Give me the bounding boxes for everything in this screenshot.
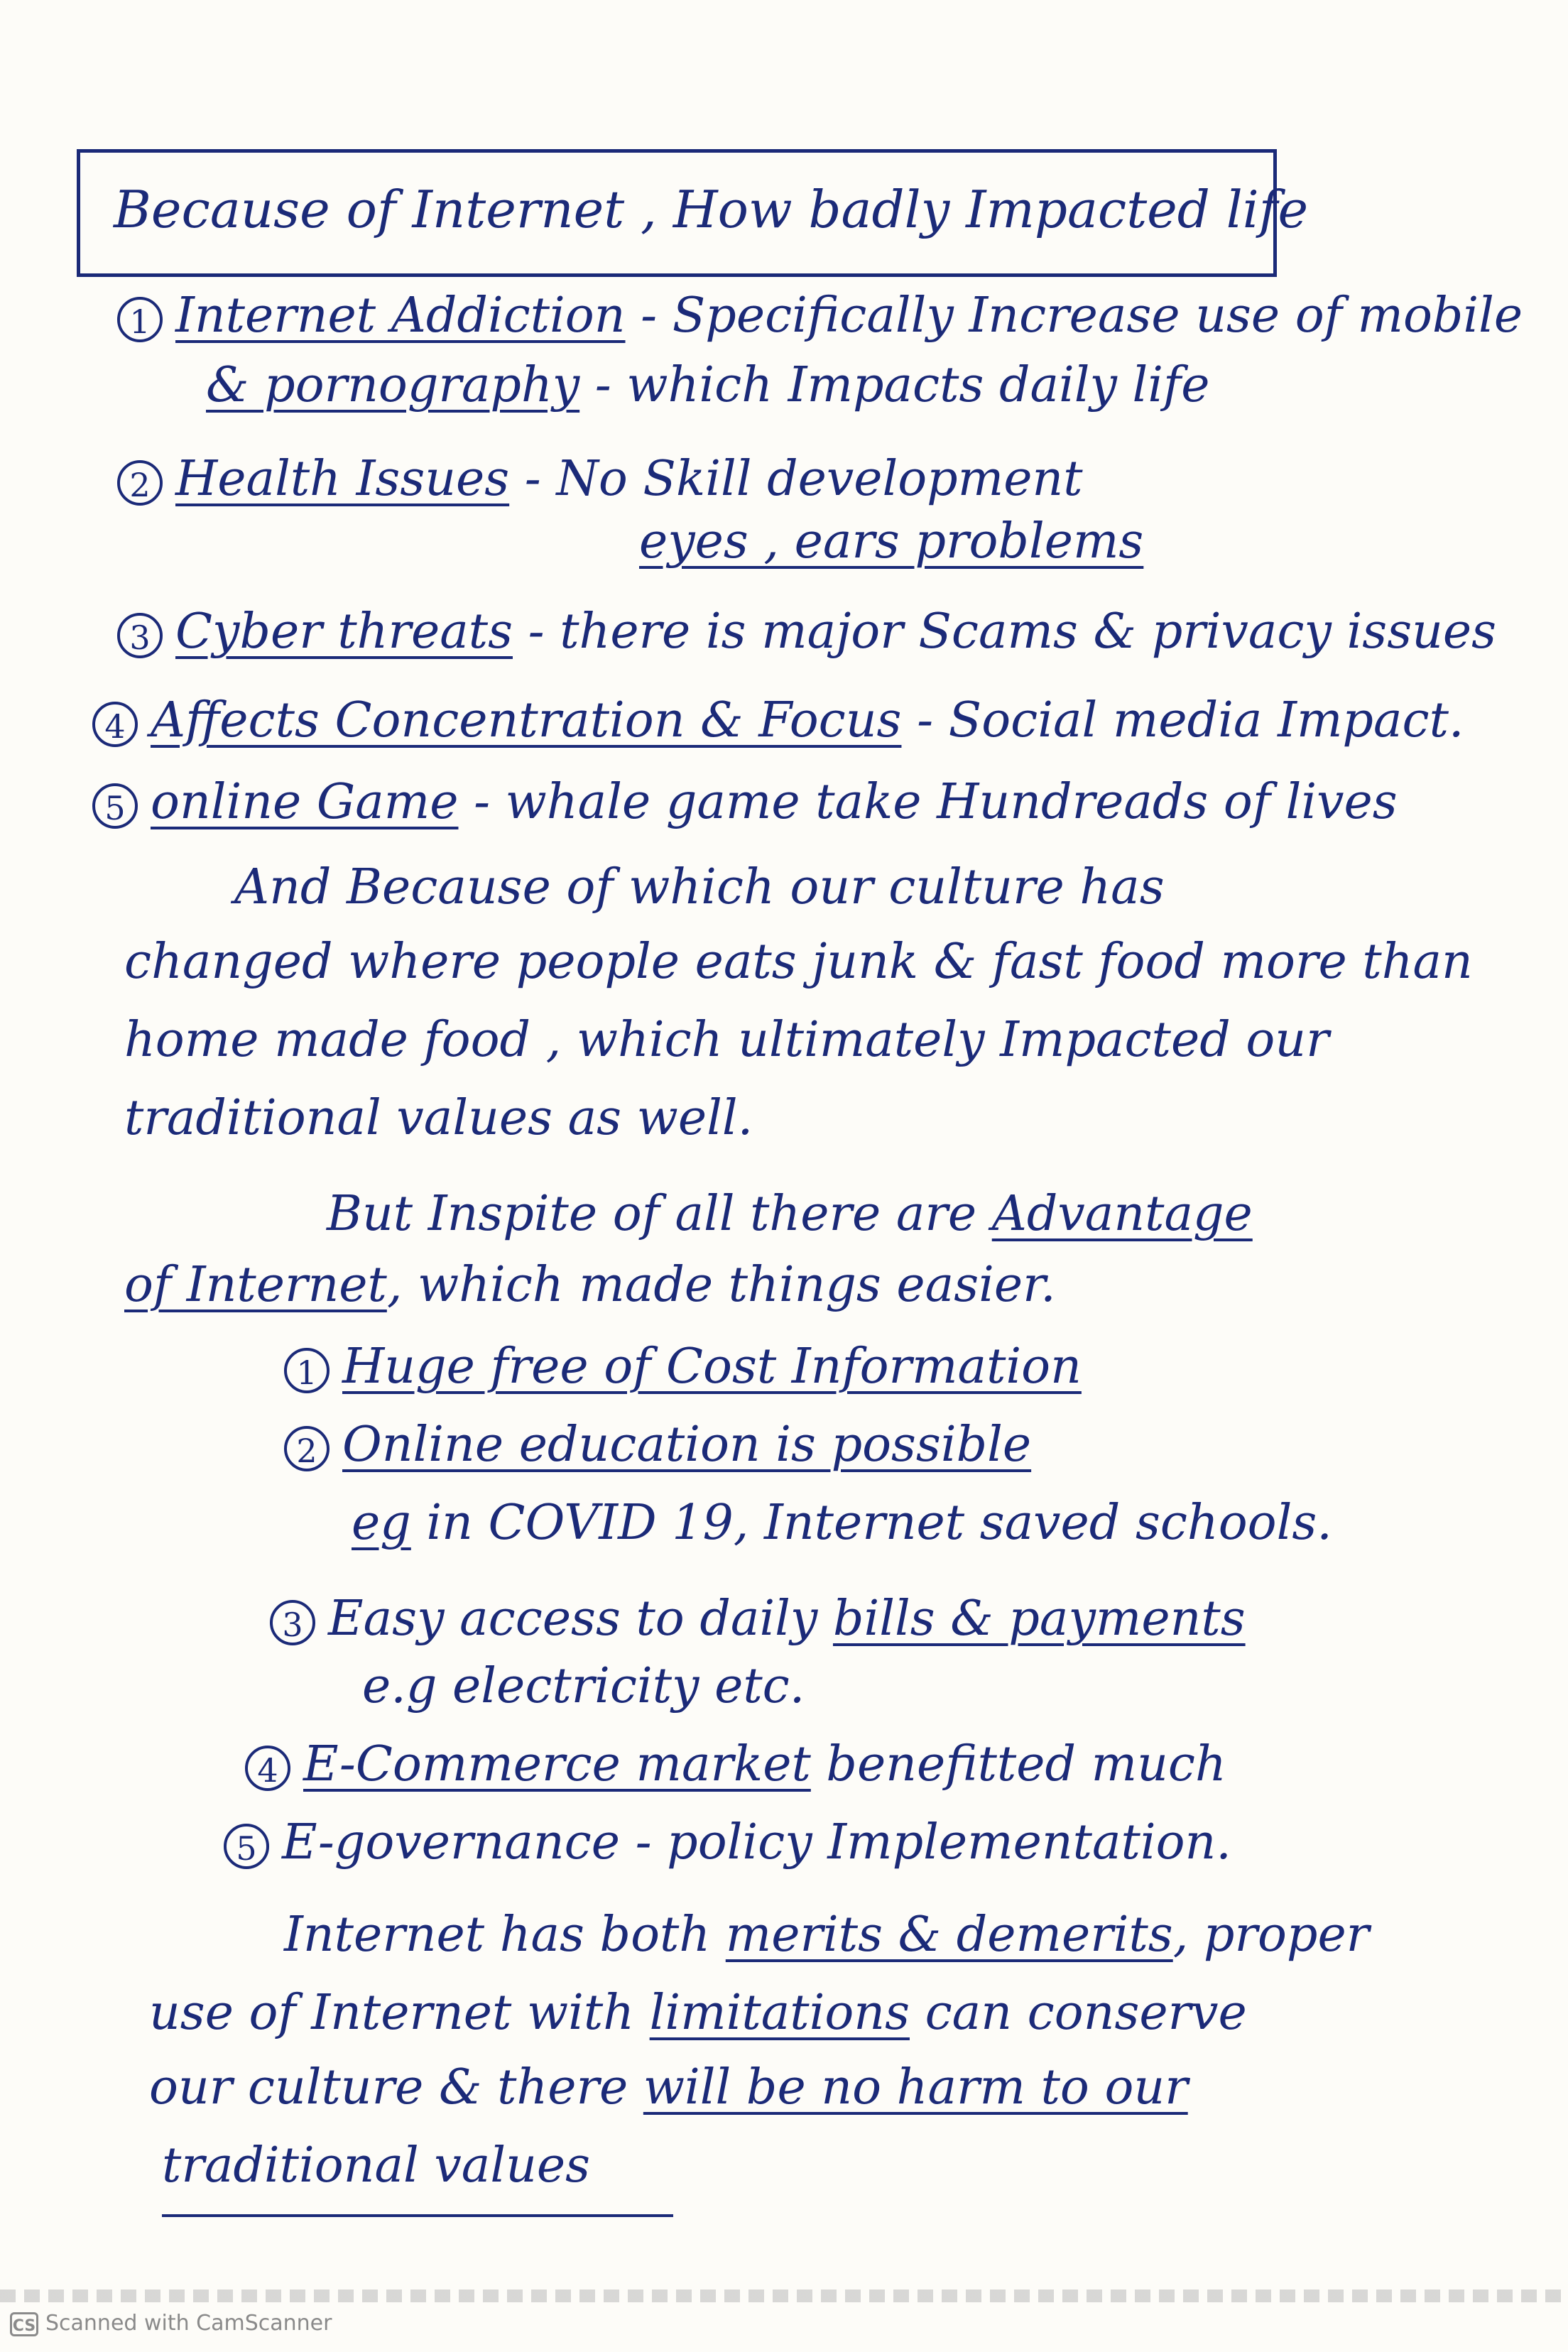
- conclusion-line-3: [149, 2056, 1188, 2120]
- item-number: 1: [284, 1348, 330, 1393]
- advantage-item-2-example: [352, 1491, 1332, 1555]
- impact-text: - Social media Impact.: [901, 692, 1464, 748]
- impact-term: online Game: [151, 774, 459, 830]
- page-title: Because of Internet , How badly Impacted life: [114, 180, 1309, 239]
- impact-term: Cyber threats: [175, 604, 513, 660]
- impact-term: Internet Addiction: [175, 288, 626, 344]
- conclusion-line-1: [284, 1903, 1369, 1967]
- impact-item-1: [117, 284, 1523, 348]
- impact-text: - Specifically Increase use of mobile: [625, 288, 1523, 344]
- advantage-text: benefitted much: [810, 1736, 1226, 1792]
- item-number: 1: [117, 297, 163, 342]
- example-label: eg: [352, 1495, 411, 1551]
- item-number: 5: [224, 1824, 269, 1869]
- conclusion-line-2: [149, 1981, 1247, 2045]
- advantage-text: Easy access to daily: [328, 1591, 833, 1647]
- item-number: 3: [117, 613, 163, 658]
- item-number: 3: [270, 1600, 315, 1645]
- paragraph-text: , which made things easier.: [386, 1257, 1056, 1313]
- conclusion-line-4: [162, 2134, 590, 2198]
- impact-term: & pornography: [206, 357, 580, 413]
- paragraph-2-line-2: [124, 1253, 1056, 1317]
- advantage-item-2: [284, 1413, 1031, 1477]
- paragraph-1-line-3: home made food , which ultimately Impacted our: [124, 1012, 1329, 1068]
- item-number: 4: [245, 1746, 290, 1791]
- item-number: 2: [284, 1426, 330, 1471]
- item-number: 2: [117, 460, 163, 506]
- conclusion-term: limitations: [649, 1985, 910, 2041]
- watermark-text: Scanned with CamScanner: [45, 2311, 332, 2336]
- paragraph-term: Advantage: [991, 1186, 1253, 1242]
- camscanner-logo-icon: CS: [10, 2312, 38, 2336]
- impact-term: Health Issues: [175, 451, 510, 507]
- advantage-text: Online education is possible: [342, 1417, 1032, 1473]
- conclusion-term: will be no harm to our: [643, 2059, 1188, 2116]
- paragraph-text: But Inspite of all there are: [327, 1186, 992, 1242]
- advantage-term: E-Commerce market: [303, 1736, 811, 1792]
- paragraph-term: of Internet: [124, 1257, 387, 1313]
- conclusion-text: our culture & there: [149, 2059, 643, 2116]
- paragraph-1-line-4: traditional values as well.: [124, 1090, 753, 1146]
- item-number: 5: [92, 783, 138, 829]
- example-text: in COVID 19, Internet saved schools.: [410, 1495, 1332, 1551]
- scan-edge-artifact: [0, 2290, 1568, 2302]
- paragraph-2-line-1: [327, 1182, 1253, 1246]
- scanner-watermark: [10, 2308, 332, 2339]
- impact-text: - which Impacts daily life: [579, 357, 1210, 413]
- paragraph-1-line-1: And Because of which our culture has: [234, 859, 1165, 915]
- item-number: 4: [92, 702, 138, 747]
- conclusion-term: traditional values: [162, 2138, 591, 2194]
- conclusion-text: use of Internet with: [149, 1985, 650, 2041]
- impact-term: eyes , ears problems: [639, 513, 1144, 570]
- impact-item-2-line-2: [639, 510, 1143, 574]
- impact-text: - whale game take Hundreads of lives: [458, 774, 1398, 830]
- advantage-term: bills & payments: [832, 1591, 1246, 1647]
- impact-text: - there is major Scams & privacy issues: [512, 604, 1497, 660]
- paragraph-1-line-2: changed where people eats junk & fast food more than: [124, 934, 1473, 990]
- impact-term: Affects Concentration & Focus: [151, 692, 902, 748]
- advantage-text: Huge free of Cost Information: [342, 1339, 1082, 1395]
- conclusion-text: , proper: [1172, 1907, 1370, 1963]
- impact-item-1-line-2: [206, 354, 1209, 418]
- conclusion-text: Internet has both: [284, 1907, 726, 1963]
- advantage-item-3-example: e.g electricity etc.: [362, 1658, 805, 1714]
- advantage-text: E-governance - policy Implementation.: [282, 1814, 1231, 1871]
- impact-item-2: [117, 447, 1083, 511]
- advantage-item-1: [284, 1335, 1082, 1399]
- closing-underline: [162, 2214, 673, 2217]
- conclusion-term: merits & demerits: [725, 1907, 1173, 1963]
- impact-text: - No Skill development: [509, 451, 1083, 507]
- impact-item-5: [92, 771, 1398, 834]
- impact-item-4: [92, 689, 1464, 753]
- advantage-item-3: [270, 1587, 1246, 1651]
- advantage-item-5: [224, 1811, 1231, 1875]
- advantage-item-4: [245, 1733, 1226, 1797]
- impact-item-3: [117, 600, 1496, 664]
- conclusion-text: can conserve: [909, 1985, 1247, 2041]
